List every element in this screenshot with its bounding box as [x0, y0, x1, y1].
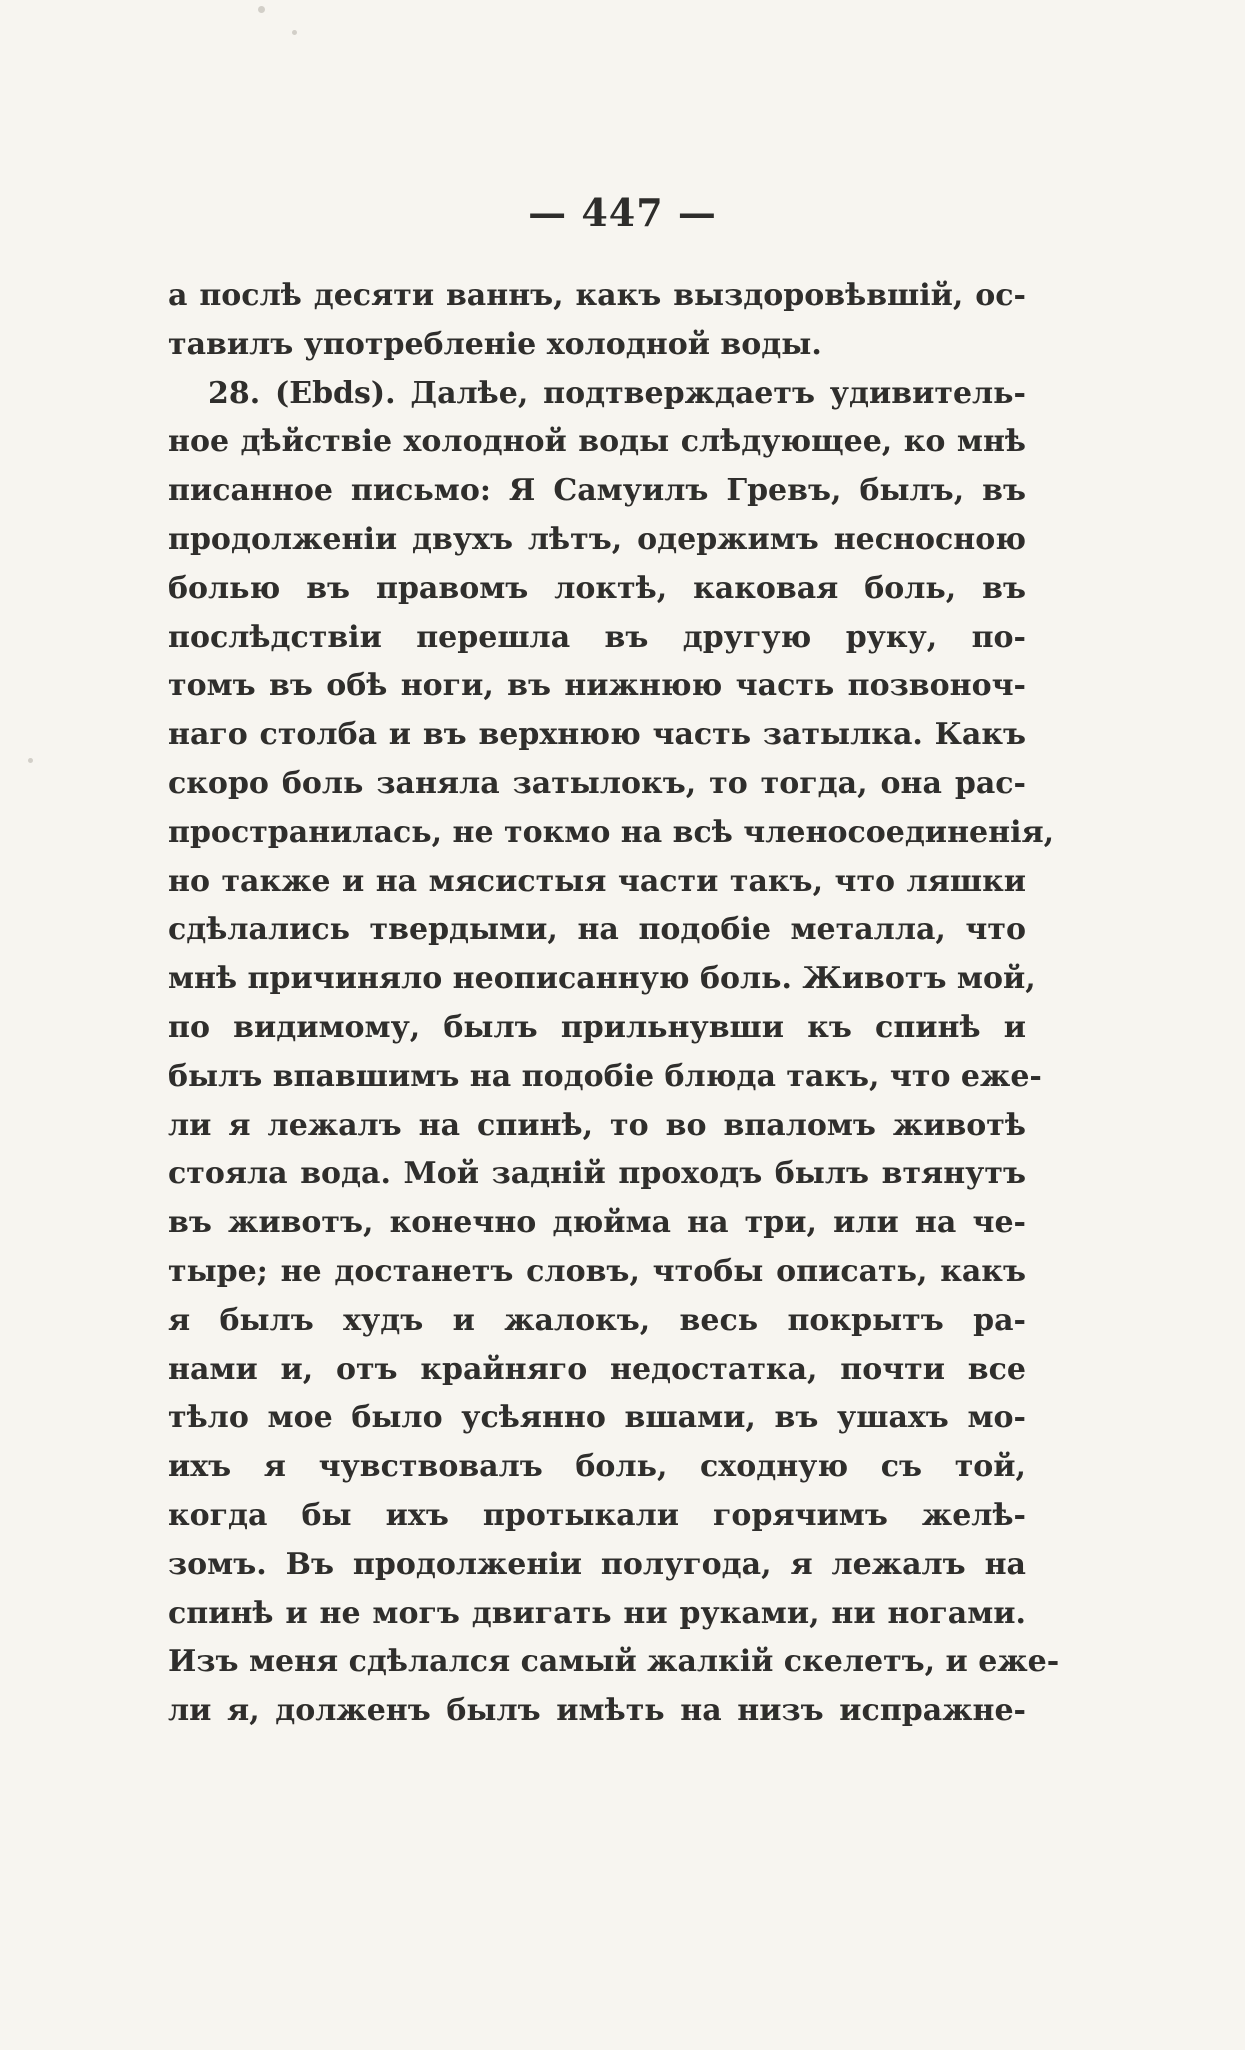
text-line: когда бы ихъ протыкали горячимъ желѣ- — [168, 1497, 1026, 1533]
text-line: былъ впавшимъ на подобіе блюда такъ, что еже- — [168, 1058, 1042, 1094]
text-line: ихъ я чувствовалъ боль, сходную съ той, — [168, 1449, 1026, 1485]
text-line: болью въ правомъ локтѣ, каковая боль, въ — [168, 570, 1026, 606]
text-line: мнѣ причиняло неописанную боль. Животъ мой, — [168, 961, 1036, 997]
body-text — [168, 272, 1060, 1736]
text-line: тыре; не достанетъ словъ, чтобы описать, какъ — [168, 1253, 1026, 1289]
text-line: нами и, отъ крайняго недостатка, почти все — [168, 1351, 1026, 1387]
paper-speck — [292, 30, 297, 35]
text-line: писанное письмо: Я Самуилъ Гревъ, былъ, въ — [168, 473, 1026, 509]
text-line: я былъ худъ и жалокъ, весь покрытъ ра- — [168, 1302, 1026, 1338]
paragraph-start-line: 28. (Ebds). Далѣе, подтверждаетъ удивитель- — [208, 375, 1026, 411]
text-line: стояла вода. Мой задній проходъ былъ втянутъ — [168, 1156, 1026, 1192]
paper-speck — [28, 758, 33, 763]
text-line: а послѣ десяти ваннъ, какъ выздоровѣвшій, ос- — [168, 278, 1026, 313]
text-line: въ животъ, конечно дюйма на три, или на че- — [168, 1205, 1026, 1241]
paper-speck — [258, 6, 265, 13]
text-line: зомъ. Въ продолженіи полугода, я лежалъ на — [168, 1546, 1026, 1582]
text-line: сдѣлались твердыми, на подобіе металла, что — [168, 912, 1026, 948]
text-line: по видимому, былъ прильнувши къ спинѣ и — [168, 1009, 1026, 1045]
text-line: наго столба и въ верхнюю часть затылка. Какъ — [168, 717, 1026, 753]
text-line: ли я, долженъ былъ имѣть на низъ испражне- — [168, 1693, 1026, 1729]
text-line: скоро боль заняла затылокъ, то тогда, она рас- — [168, 765, 1026, 801]
text-line: тавилъ употребленіе холодной воды. — [168, 326, 822, 362]
text-line: тѣло мое было усѣянно вшами, въ ушахъ мо- — [168, 1400, 1026, 1436]
text-line: ное дѣйствіе холодной воды слѣдующее, ко мнѣ — [168, 424, 1026, 460]
page-number: — 447 — — [528, 190, 717, 235]
text-line: но также и на мясистыя части такъ, что ляшки — [168, 863, 1026, 899]
text-line: томъ въ обѣ ноги, въ нижнюю часть позвоноч- — [168, 668, 1026, 704]
text-line: послѣдствіи перешла въ другую руку, по- — [168, 619, 1026, 655]
text-line: спинѣ и не могъ двигать ни руками, ни ногами. — [168, 1595, 1026, 1631]
text-line: пространилась, не токмо на всѣ членосоединенія, — [168, 814, 1055, 850]
text-line: Изъ меня сдѣлался самый жалкій скелетъ, и еже- — [168, 1644, 1060, 1680]
text-line: продолженіи двухъ лѣтъ, одержимъ несносною — [168, 521, 1026, 557]
text-line: ли я лежалъ на спинѣ, то во впаломъ животѣ — [168, 1107, 1026, 1143]
